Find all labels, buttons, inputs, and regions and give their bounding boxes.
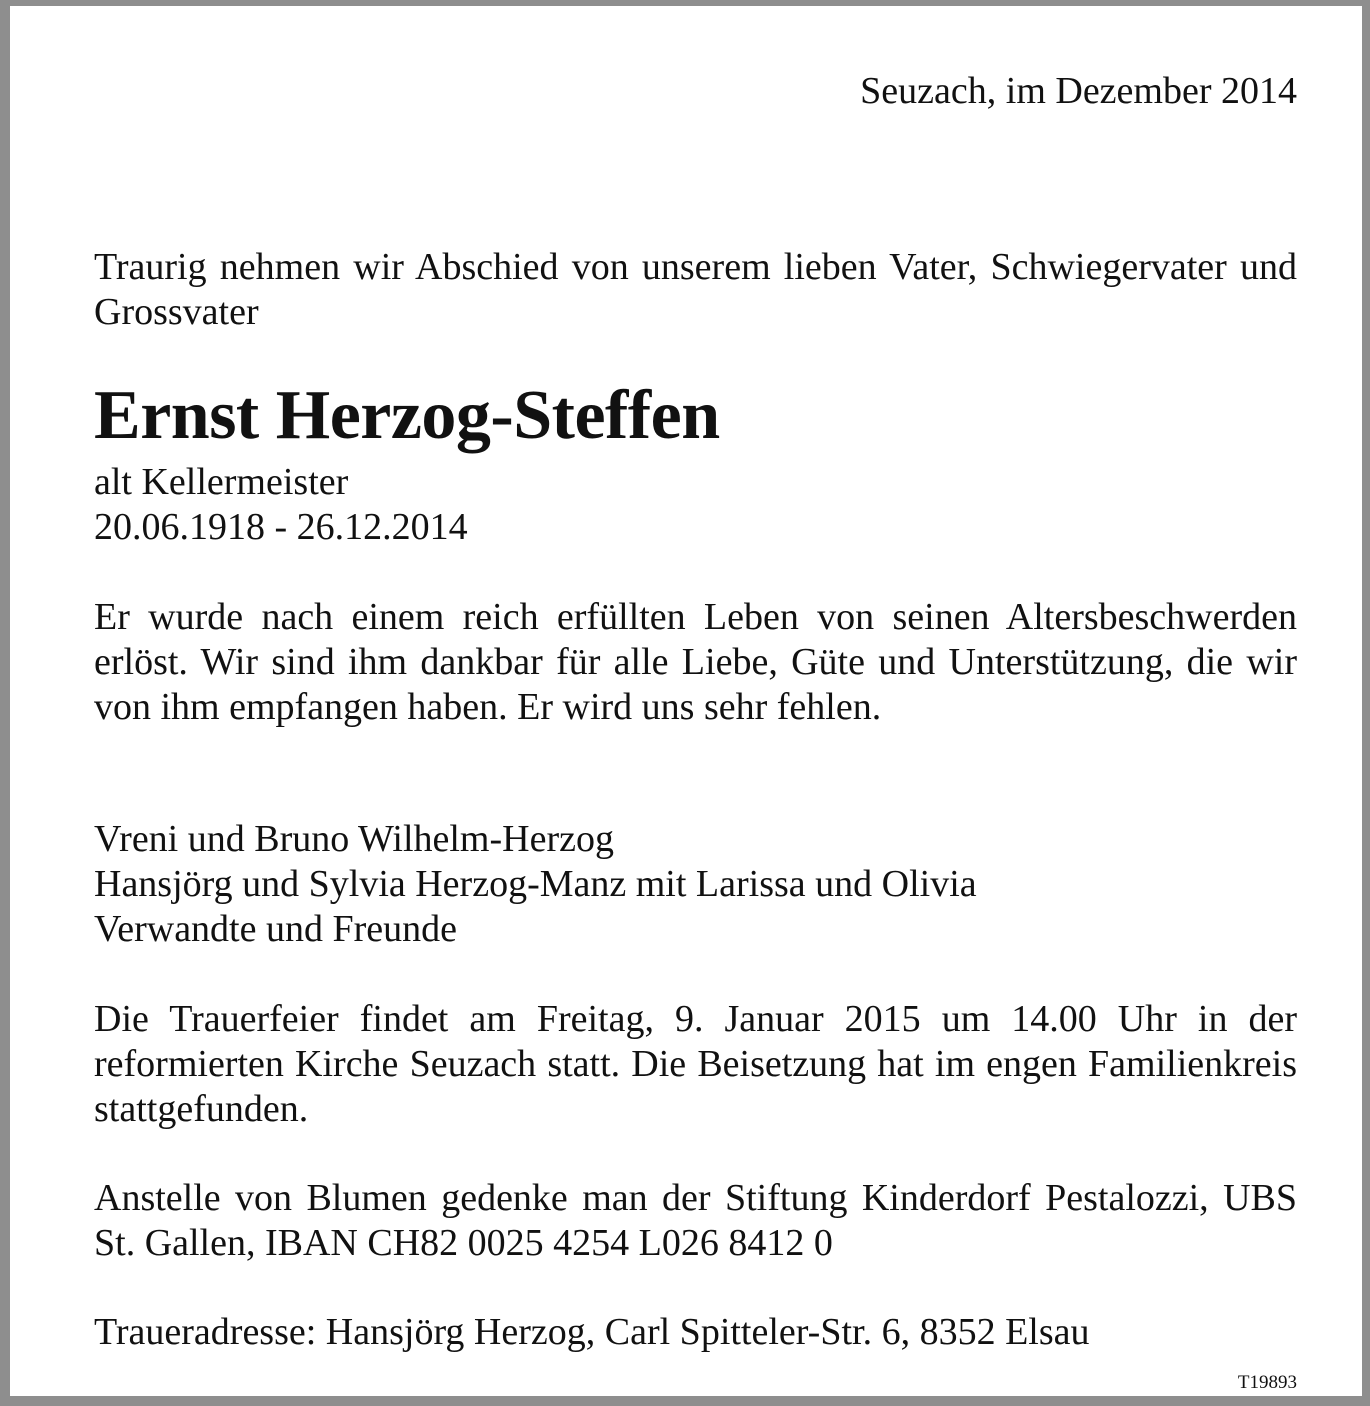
- relief-paragraph: Er wurde nach einem reich erfüllten Leben von seinen Altersbeschwerden erlöst. Wir sind ihm dankbar für alle Liebe, Güte und Unterstützung, die wir von ihm empfangen haben. Er wird uns sehr fehlen.: [94, 596, 1297, 728]
- mourner-line: Verwandte und Freunde: [94, 908, 458, 950]
- lifespan-dates: 20.06.1918 - 26.12.2014: [94, 506, 468, 548]
- mourners-list: [94, 817, 1297, 952]
- donation-paragraph: Anstelle von Blumen gedenke man der Stiftung Kinderdorf Pestalozzi, UBS St. Gallen, IBAN CH82 0025 4254 L026 8412 0: [94, 1177, 1297, 1264]
- mourner-line: Vreni und Bruno Wilhelm-Herzog: [94, 818, 614, 860]
- service-paragraph: Die Trauerfeier findet am Freitag, 9. Januar 2015 um 14.00 Uhr in der reformierten Kirche Seuzach statt. Die Beisetzung hat im engen Familienkreis stattgefunden.: [94, 998, 1297, 1130]
- intro-text: Traurig nehmen wir Abschied von unserem lieben Vater, Schwiegervater und Grossvater: [94, 246, 1297, 333]
- mourner-line: Hansjörg und Sylvia Herzog-Manz mit Larissa und Olivia: [94, 863, 977, 905]
- reference-code: T19893: [1237, 1372, 1297, 1393]
- deceased-role: alt Kellermeister: [94, 461, 349, 503]
- mourning-address: Traueradresse: Hansjörg Herzog, Carl Spitteler-Str. 6, 8352 Elsau: [94, 1311, 1090, 1353]
- deceased-name: Ernst Herzog-Steffen: [94, 377, 720, 454]
- place-date: Seuzach, im Dezember 2014: [860, 70, 1297, 112]
